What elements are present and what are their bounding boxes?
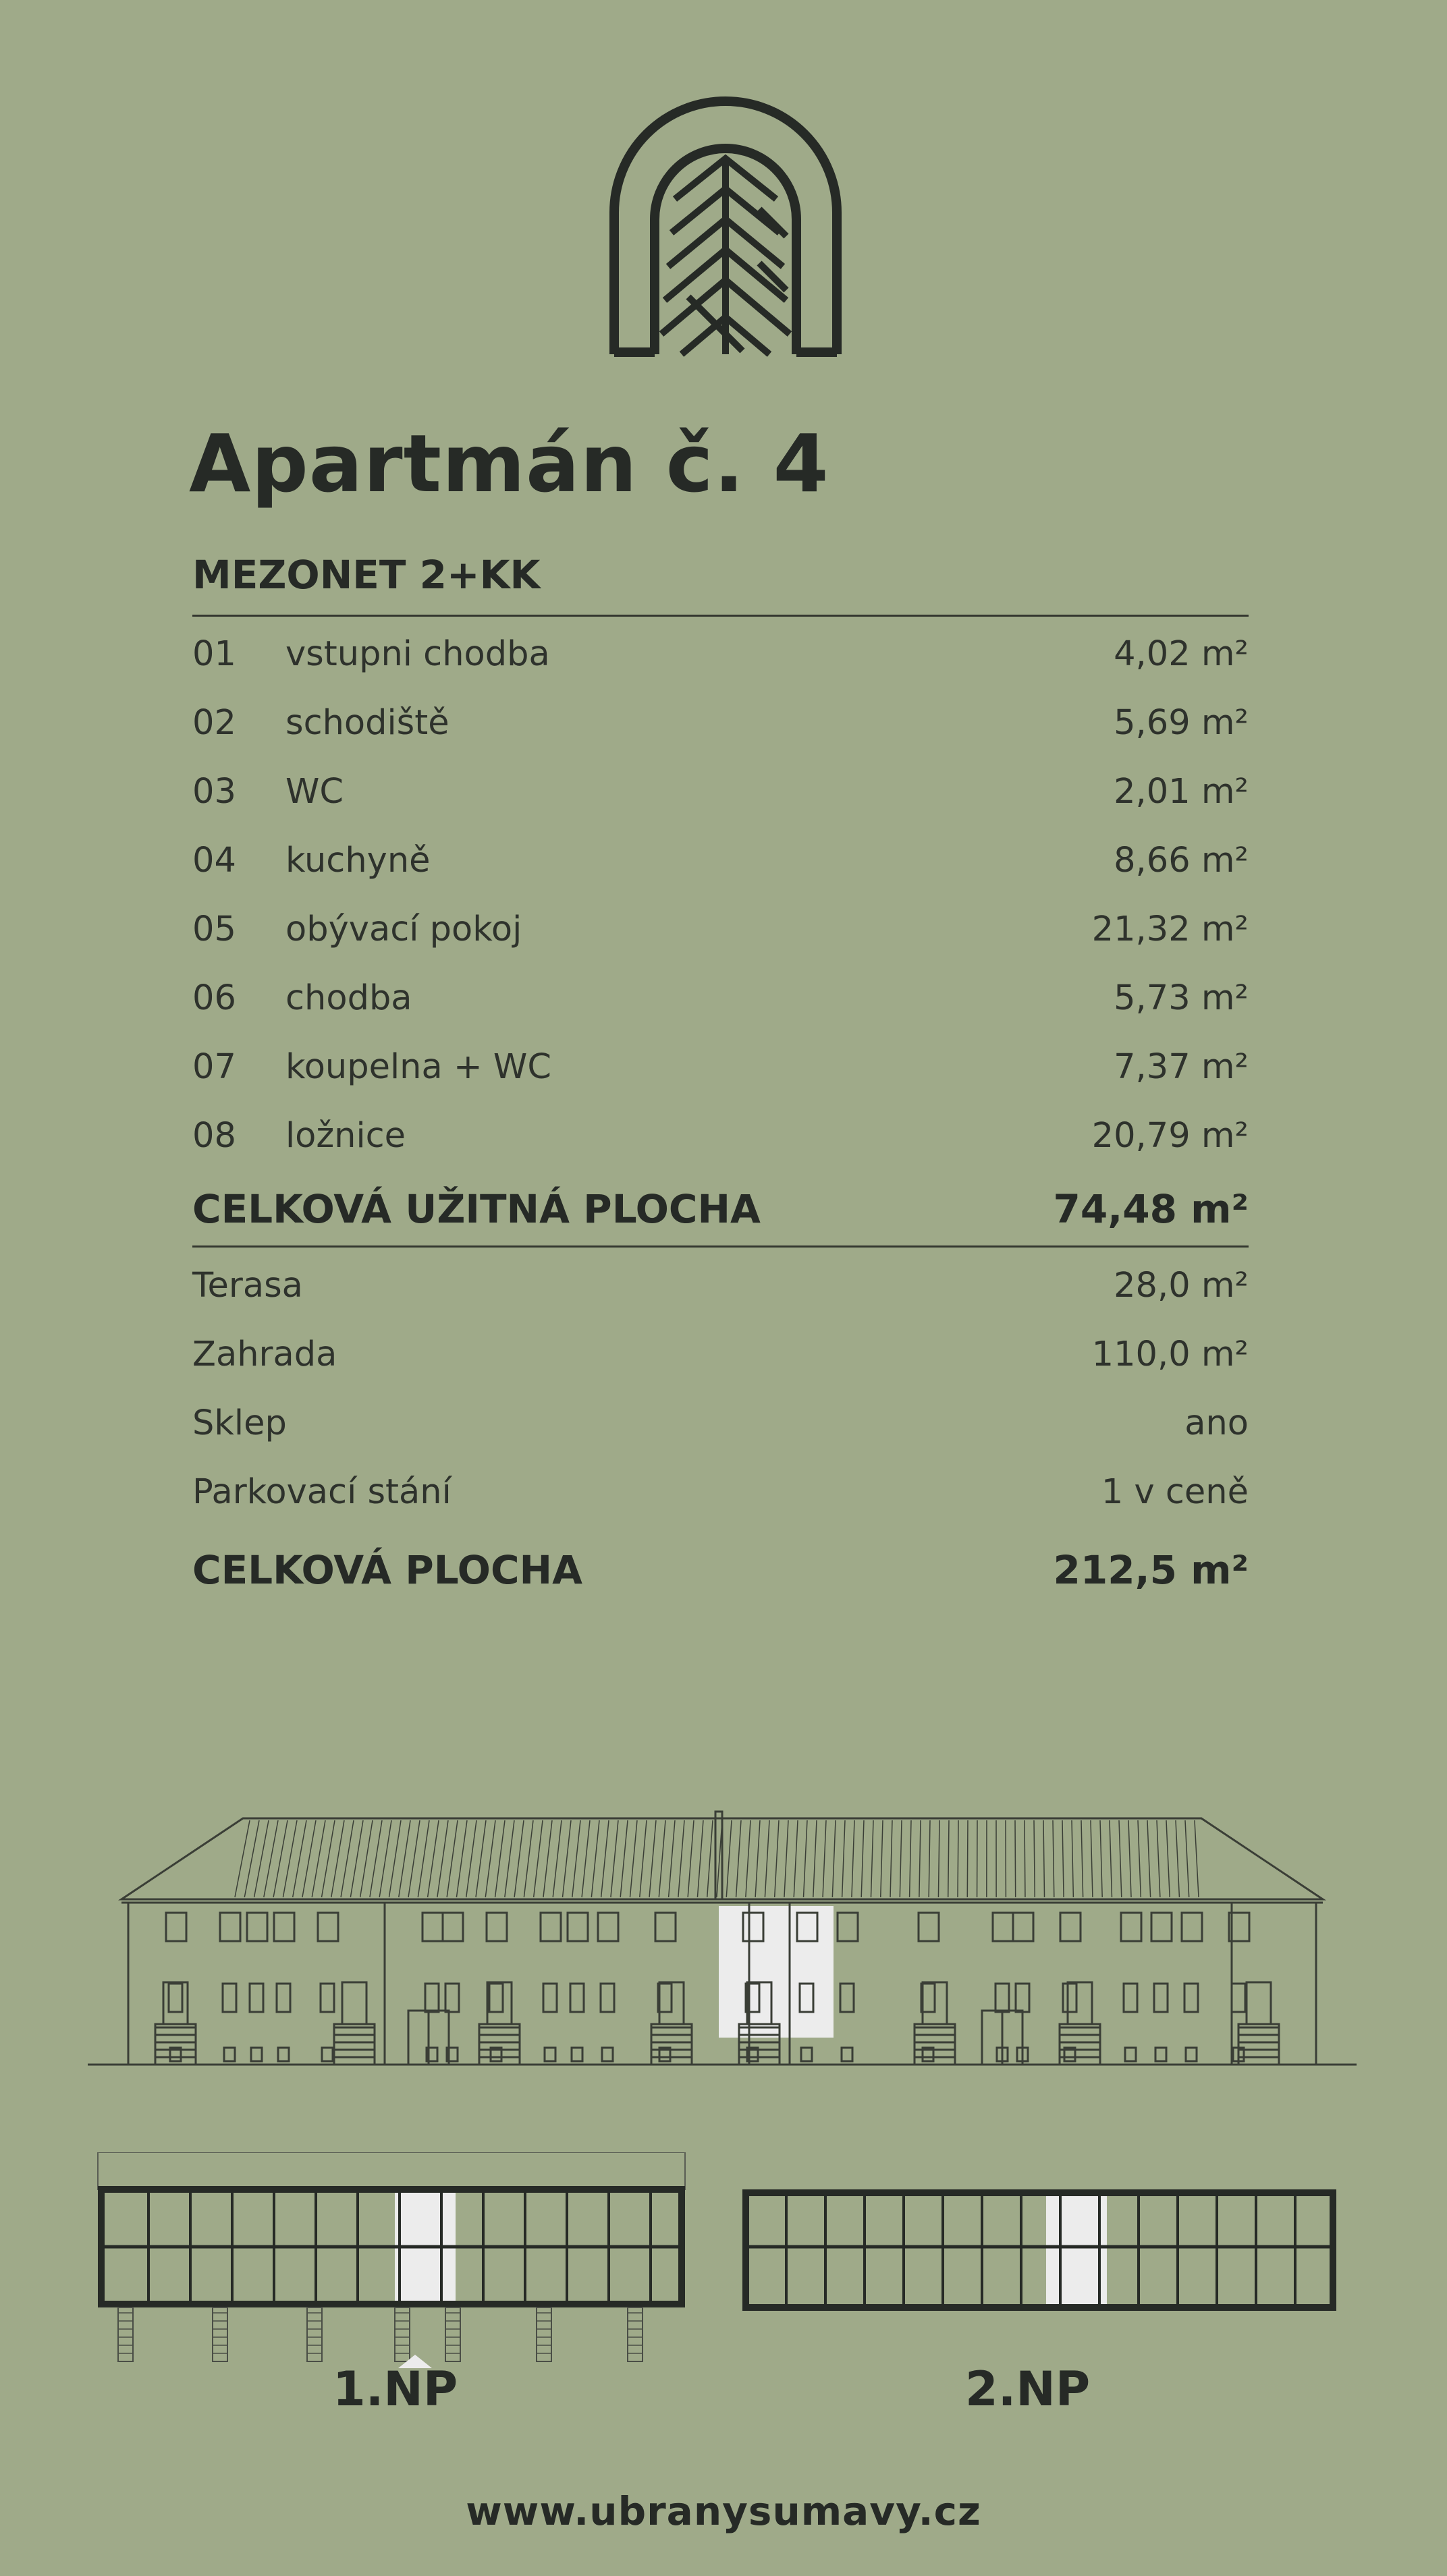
room-number: 06 (192, 978, 236, 1018)
unit-type: MEZONET 2+KK (192, 552, 541, 598)
room-area: 5,69 m² (1114, 703, 1249, 743)
room-area: 8,66 m² (1114, 841, 1249, 880)
divider (192, 615, 1249, 617)
extra-label: Sklep (192, 1403, 287, 1443)
room-row (192, 909, 1249, 963)
divider (192, 1245, 1249, 1248)
website-link[interactable]: www.ubranysumavy.cz (466, 2488, 981, 2534)
extra-value: 1 v ceně (1101, 1472, 1249, 1512)
floor-plan-2np (739, 2186, 1346, 2321)
room-number: 04 (192, 841, 236, 880)
room-number: 02 (192, 703, 236, 743)
room-row (192, 841, 1249, 895)
usable-area-label: CELKOVÁ UŽITNÁ PLOCHA (192, 1186, 761, 1232)
page-title: Apartmán č. 4 (189, 417, 829, 510)
usable-area-value: 74,48 m² (1053, 1186, 1249, 1232)
room-area: 4,02 m² (1114, 634, 1249, 674)
building-facade-drawing (88, 1795, 1357, 2078)
room-row (192, 634, 1249, 688)
room-row (192, 703, 1249, 757)
room-name: WC (285, 772, 344, 812)
room-number: 05 (192, 909, 236, 949)
room-name: obývací pokoj (285, 909, 522, 949)
grand-total-label: CELKOVÁ PLOCHA (192, 1547, 582, 1593)
extra-value: 110,0 m² (1091, 1335, 1249, 1374)
room-name: vstupni chodba (285, 634, 550, 674)
room-name: chodba (285, 978, 412, 1018)
extra-row (192, 1335, 1249, 1389)
room-name: koupelna + WC (285, 1047, 551, 1087)
extra-value: 28,0 m² (1114, 1266, 1249, 1306)
room-row (192, 978, 1249, 1032)
room-area: 7,37 m² (1114, 1047, 1249, 1087)
extra-row (192, 1403, 1249, 1457)
usable-area-total (192, 1186, 1249, 1240)
room-area: 20,79 m² (1091, 1116, 1249, 1156)
room-row (192, 1116, 1249, 1170)
room-name: kuchyně (285, 841, 431, 880)
grand-total-value: 212,5 m² (1053, 1547, 1249, 1593)
room-row (192, 1047, 1249, 1101)
extra-label: Parkovací stání (192, 1472, 452, 1512)
room-row (192, 772, 1249, 826)
extra-value: ano (1184, 1403, 1249, 1443)
grand-total (192, 1547, 1249, 1601)
extra-label: Zahrada (192, 1335, 337, 1374)
extra-row (192, 1472, 1249, 1526)
extra-row (192, 1266, 1249, 1320)
extra-label: Terasa (192, 1266, 303, 1306)
room-number: 08 (192, 1116, 236, 1156)
floor-label-2np: 2.NP (965, 2361, 1091, 2417)
floor-plan-1np (94, 2152, 702, 2368)
room-number: 03 (192, 772, 236, 812)
room-number: 01 (192, 634, 236, 674)
room-area: 21,32 m² (1091, 909, 1249, 949)
room-area: 2,01 m² (1114, 772, 1249, 812)
room-area: 5,73 m² (1114, 978, 1249, 1018)
room-name: schodiště (285, 703, 449, 743)
floor-label-1np: 1.NP (333, 2361, 458, 2417)
arch-tree-logo-icon (607, 94, 844, 358)
room-number: 07 (192, 1047, 236, 1087)
room-name: ložnice (285, 1116, 406, 1156)
